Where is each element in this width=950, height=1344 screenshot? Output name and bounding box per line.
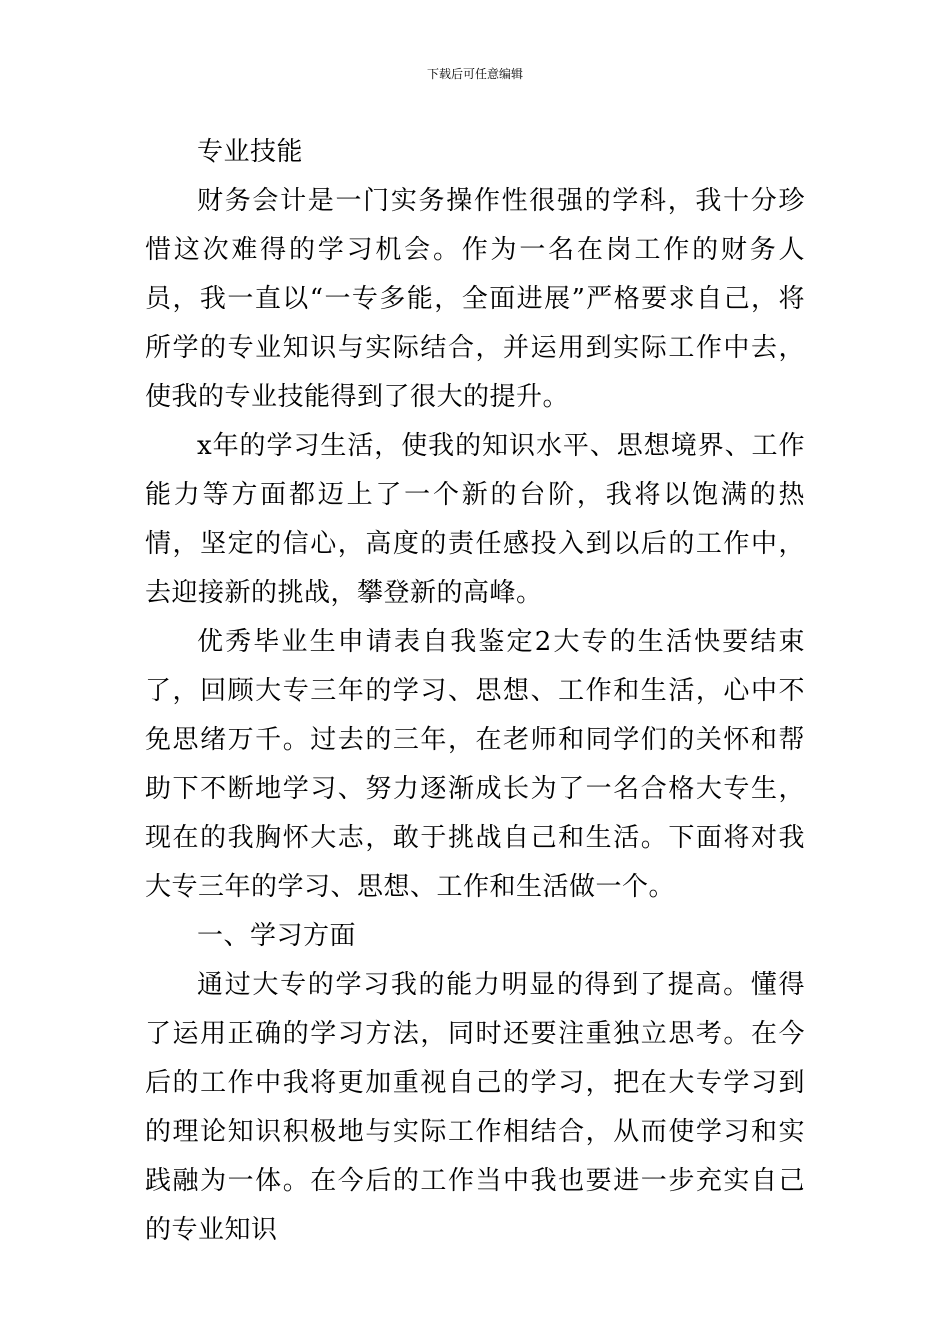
section-heading-professional-skills: 专业技能	[197, 137, 304, 167]
paragraph-study-life: x年的学习生活，使我的知识水平、思想境界、工作能力等方面都迈上了一个新的台阶，我将以饱满的热情，坚定的信心，高度的责任感投入到以后的工作中，去迎接新的挑战，攀登新的高峰。	[145, 431, 805, 608]
paragraph-self-evaluation: 优秀毕业生申请表自我鉴定2大专的生活快要结束了，回顾大专三年的学习、思想、工作和生活，心中不免思绪万千。过去的三年，在老师和同学们的关怀和帮助下不断地学习、努力逐渐成长为了一名合格大专生，现在的我胸怀大志，敢于挑战自己和生活。下面将对我大专三年的学习、思想、工作和生活做一个。	[145, 627, 805, 902]
page-header-note: 下载后可任意编辑	[426, 67, 523, 81]
document-body	[145, 128, 805, 1255]
paragraph-accounting: 财务会计是一门实务操作性很强的学科，我十分珍惜这次难得的学习机会。作为一名在岗工作的财务人员，我一直以“一专多能，全面进展”严格要求自己，将所学的专业知识与实际结合，并运用到实际工作中去，使我的专业技能得到了很大的提升。	[145, 186, 805, 412]
paragraph-study-ability: 通过大专的学习我的能力明显的得到了提高。懂得了运用正确的学习方法，同时还要注重独立思考。在今后的工作中我将更加重视自己的学习，把在大专学习到的理论知识积极地与实际工作相结合，从而使学习和实践融为一体。在今后的工作当中我也要进一步充实自己的专业知识	[145, 970, 805, 1245]
section-heading-study: 一、学习方面	[197, 921, 357, 951]
